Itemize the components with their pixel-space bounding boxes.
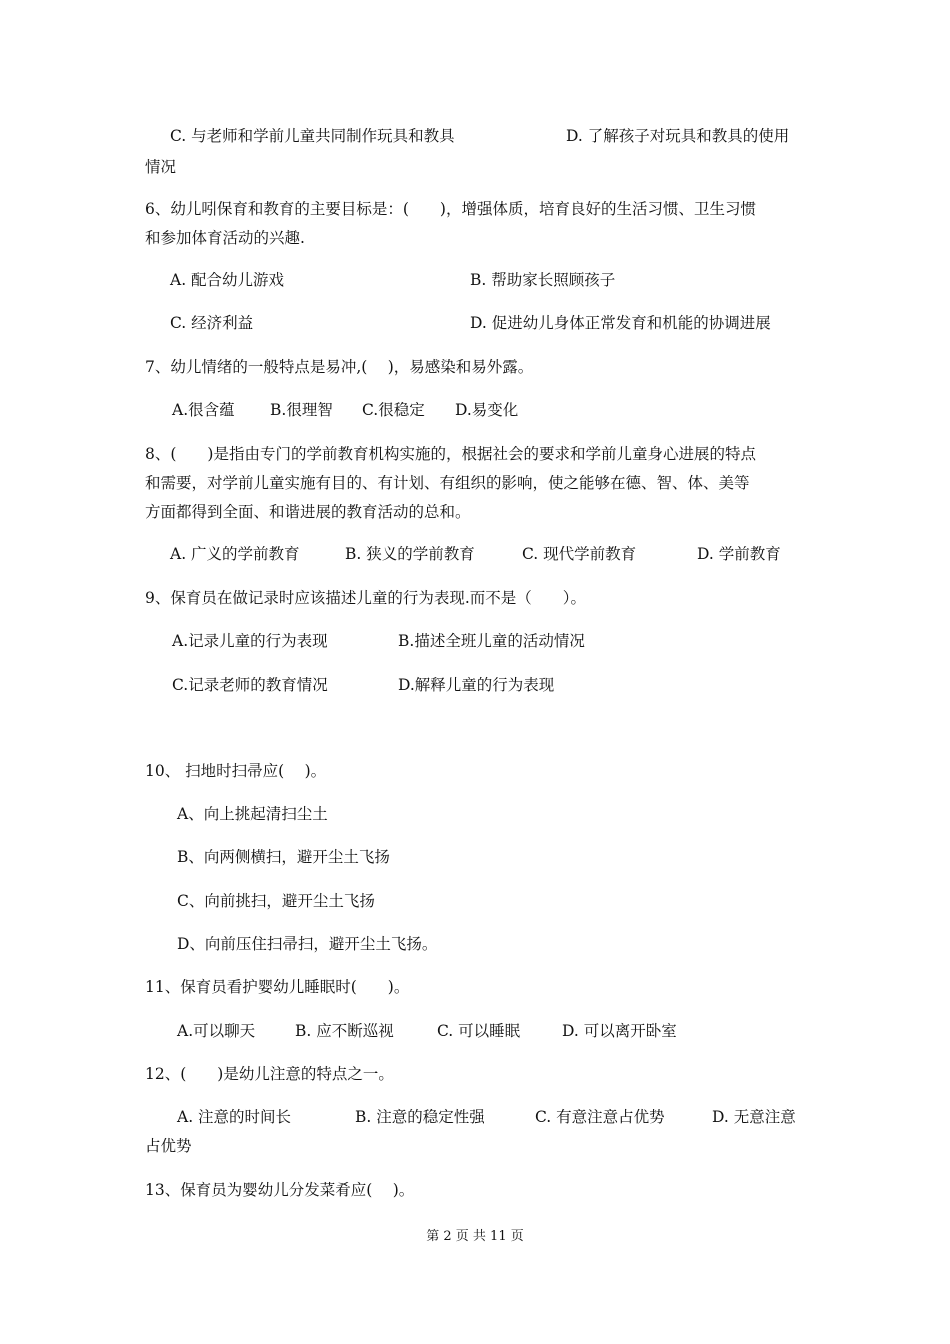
q7-option-b: B.很理智	[270, 401, 333, 419]
q12-option-a: A. 注意的时间长	[177, 1108, 292, 1126]
q9-stem: 9、保育员在做记录时应该描述儿童的行为表现.而不是（ ）。	[145, 589, 587, 607]
q10-stem: 10、 扫地时扫帚应( )。	[145, 762, 327, 780]
q8-stem-line3: 方面都得到全面、和谐进展的教育活动的总和。	[145, 503, 471, 521]
q6-stem-line1: 6、幼儿吲保育和教育的主要目标是：( )，增强体质，培育良好的生活习惯、卫生习惯	[145, 200, 756, 218]
q6-option-b: B. 帮助家长照顾孩子	[470, 271, 616, 289]
q12-option-d-wrap: 占优势	[145, 1137, 192, 1155]
q12-option-c: C. 有意注意占优势	[535, 1108, 665, 1126]
q10-option-d: D、向前压住扫帚扫，避开尘土飞扬。	[177, 935, 438, 953]
q7-option-c: C.很稳定	[362, 401, 425, 419]
q9-option-a: A.记录儿童的行为表现	[172, 632, 328, 650]
q8-option-c: C. 现代学前教育	[522, 545, 637, 563]
q10-option-b: B、向两侧横扫，避开尘土飞扬	[177, 848, 390, 866]
q7-option-d: D.易变化	[455, 401, 519, 419]
q6-option-a: A. 配合幼儿游戏	[170, 271, 285, 289]
q10-option-c: C、向前挑扫，避开尘土飞扬	[177, 892, 375, 910]
q6-stem-line2: 和参加体育活动的兴趣.	[145, 229, 305, 247]
q8-stem-line1: 8、( )是指由专门的学前教育机构实施的，根据社会的要求和学前儿童身心进展的特点	[145, 445, 756, 463]
q5-option-d-wrap: 情况	[145, 158, 177, 176]
q8-option-b: B. 狭义的学前教育	[345, 545, 475, 563]
q7-stem: 7、幼儿情绪的一般特点是易冲,( )，易感染和易外露。	[145, 358, 534, 376]
q6-option-c: C. 经济利益	[170, 314, 254, 332]
q8-option-a: A. 广义的学前教育	[170, 545, 300, 563]
q12-stem: 12、( )是幼儿注意的特点之一。	[145, 1065, 394, 1083]
q5-option-c: C. 与老师和学前儿童共同制作玩具和教具	[170, 127, 455, 145]
q12-option-b: B. 注意的稳定性强	[355, 1108, 485, 1126]
q11-option-a: A.可以聊天	[177, 1022, 256, 1040]
q9-option-c: C.记录老师的教育情况	[172, 676, 328, 694]
page-footer: 第 2 页 共 11 页	[426, 1229, 524, 1244]
q9-option-d: D.解释儿童的行为表现	[398, 676, 555, 694]
q8-stem-line2: 和需要，对学前儿童实施有目的、有计划、有组织的影响，使之能够在德、智、体、美等	[145, 474, 750, 492]
q9-option-b: B.描述全班儿童的活动情况	[398, 632, 585, 650]
q11-option-c: C. 可以睡眠	[437, 1022, 521, 1040]
q7-option-a: A.很含蕴	[172, 401, 235, 419]
q11-stem: 11、保育员看护婴幼儿睡眠时( )。	[145, 978, 410, 996]
q6-option-d: D. 促进幼儿身体正常发育和机能的协调进展	[470, 314, 771, 332]
q10-option-a: A、向上挑起清扫尘土	[177, 805, 328, 823]
q11-option-b: B. 应不断巡视	[295, 1022, 394, 1040]
q13-stem: 13、保育员为婴幼儿分发菜肴应( )。	[145, 1181, 415, 1199]
q8-option-d: D. 学前教育	[697, 545, 781, 563]
q12-option-d: D. 无意注意	[712, 1108, 796, 1126]
q11-option-d: D. 可以离开卧室	[562, 1022, 677, 1040]
q5-option-d: D. 了解孩子对玩具和教具的使用	[566, 127, 790, 145]
